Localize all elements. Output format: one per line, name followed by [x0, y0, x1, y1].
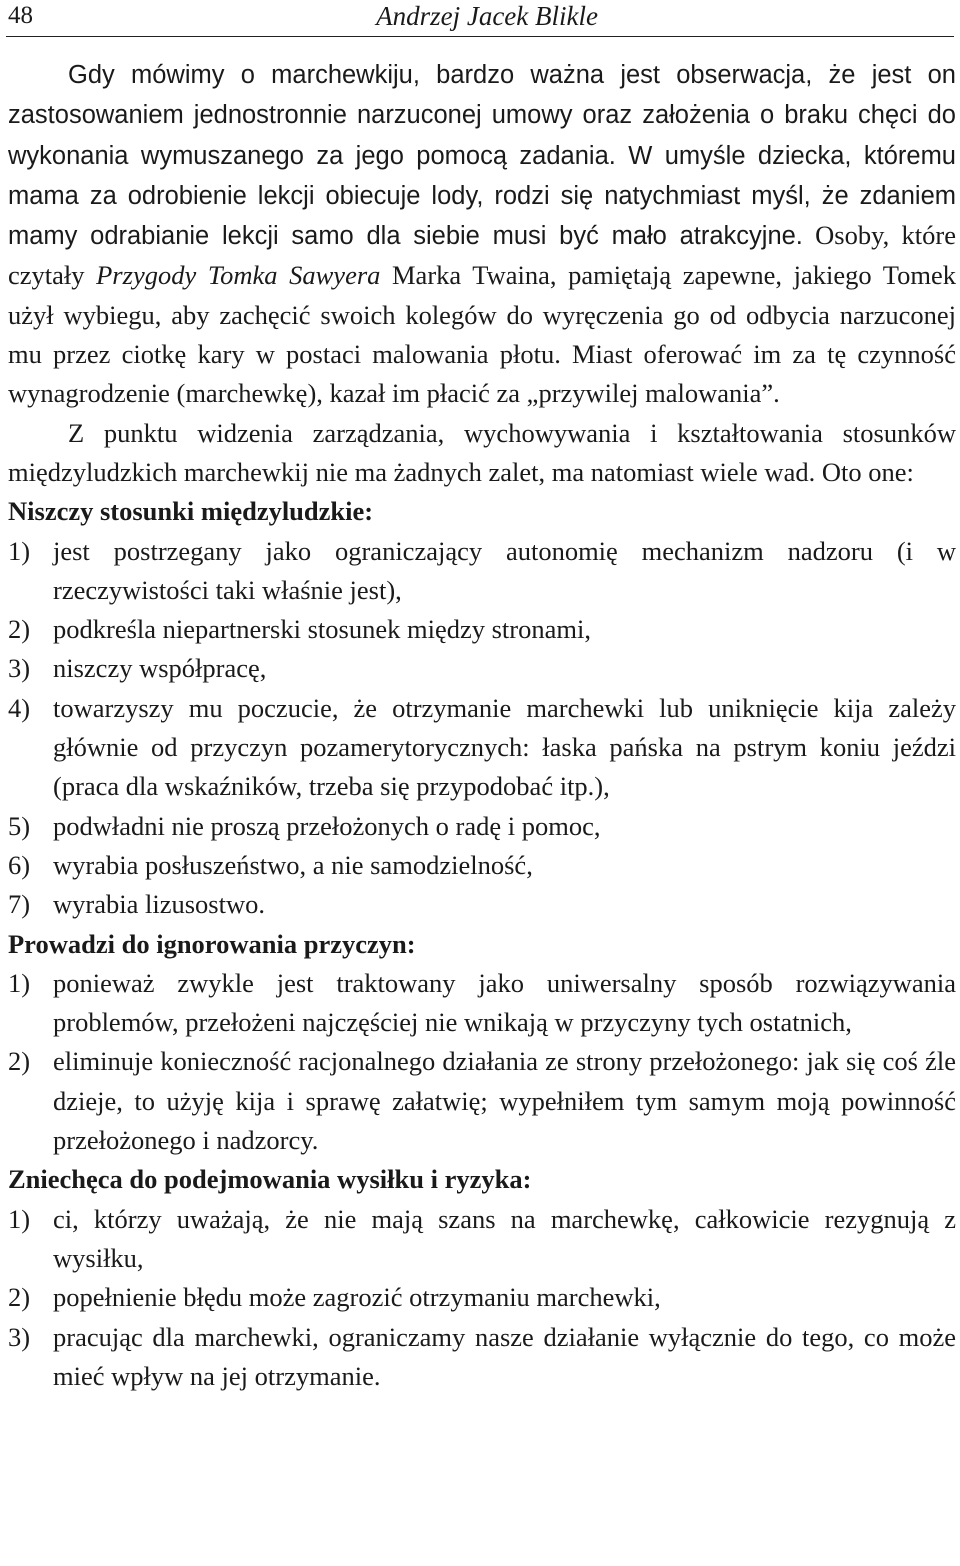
list-item	[8, 1278, 956, 1317]
list-item	[8, 689, 956, 807]
list-item-text: towarzyszy mu poczucie, że otrzymanie marchewki lub uniknięcie kija zależy głównie od przyczyn pozamerytorycznych: łaska pańska na pstrym koniu jeździ (praca dla wskaźników, trzeba się przypodobać itp.),	[53, 692, 956, 802]
section-heading: Prowadzi do ignorowania przyczyn:	[8, 928, 416, 959]
list-number: 6)	[8, 849, 31, 880]
paragraph-marchewkij-intro	[8, 55, 956, 414]
list-number: 3)	[8, 1321, 31, 1352]
list-item-text: ci, którzy uważają, że nie mają szans na marchewkę, całkowicie rezygnują z wysiłku,	[53, 1203, 956, 1273]
list-item	[8, 1042, 956, 1160]
list-item	[8, 964, 956, 1043]
section-heading: Zniechęca do podejmowania wysiłku i ryzyka:	[8, 1164, 532, 1195]
list-item	[8, 885, 956, 924]
page-body	[8, 55, 956, 1396]
list-item-text: niszczy współpracę,	[53, 653, 267, 684]
list-number: 7)	[8, 889, 31, 920]
list-item-text: pracując dla marchewki, ograniczamy nasze działanie wyłącznie do tego, co może mieć wpływ na jej otrzymanie.	[53, 1321, 956, 1391]
list-item-text: wyrabia lizusostwo.	[53, 889, 265, 920]
paragraph-disadvantages-intro: Z punktu widzenia zarządzania, wychowywania i kształtowania stosunków międzyludzkich marchewkij nie ma żadnych zalet, ma natomiast wiele wad. Oto one:	[8, 417, 956, 487]
list-number: 2)	[8, 614, 31, 645]
section-heading: Niszczy stosunki międzyludzkie:	[8, 496, 374, 527]
list-number: 2)	[8, 1282, 31, 1313]
list-item	[8, 846, 956, 885]
list-item	[8, 532, 956, 611]
book-title: Przygody Tomka Sawyera	[96, 260, 381, 291]
paragraph-text: Osoby, które czytały	[8, 220, 956, 291]
list-number: 1)	[8, 535, 31, 566]
numbered-list	[8, 1200, 956, 1396]
running-header-author: Andrzej Jacek Blikle	[376, 1, 598, 31]
numbered-list	[8, 532, 956, 925]
list-item-text: podkreśla niepartnerski stosunek między stronami,	[53, 614, 591, 645]
list-item	[8, 610, 956, 649]
paragraph-text: Marka Twaina, pamiętają zapewne, jakiego Tomek użył wybiegu, aby zachęcić swoich kolegów do wyręczenia go od odbycia narzuconej mu przez ciotkę kary w postaci malowania płotu. Miast oferować im za tę czynność wynagrodzenie (marchewkę), kazał im płacić za „przywilej malowania”.	[8, 260, 956, 409]
paragraph-sans-text: Gdy mówimy o marchewkiju, bardzo ważna jest obserwacja, że jest on zastosowaniem jednostronnie narzuconej umowy oraz założenia o braku chęci do wykonania wymuszanego za jego pomocą zadania. W umyśle dziecka, któremu mama za odrobienie lekcji obiecuje lody, rodzi się natychmiast myśl, że zdaniem mamy odrabianie lekcji samo dla siebie musi być mało atrakcyjne.	[8, 61, 956, 251]
list-number: 2)	[8, 1046, 31, 1077]
list-item	[8, 1200, 956, 1279]
numbered-list	[8, 964, 956, 1160]
list-item-text: eliminuje konieczność racjonalnego działania ze strony przełożonego: jak się coś źle dzieje, to użyję kija i sprawę załatwię; wypełniłem tym samym moją powinność przełożonego i nadzorcy.	[53, 1046, 956, 1156]
list-item-text: ponieważ zwykle jest traktowany jako uniwersalny sposób rozwiązywania problemów, przełożeni najczęściej nie wnikają w przyczyny tych ostatnich,	[53, 967, 956, 1038]
running-header	[6, 0, 954, 37]
list-item-text: jest postrzegany jako ograniczający autonomię mechanizm nadzoru (i w rzeczywistości taki właśnie jest),	[53, 535, 956, 605]
list-item-text: popełnienie błędu może zagrozić otrzymaniu marchewki,	[53, 1282, 661, 1313]
page-number: 48	[8, 2, 33, 29]
list-number: 3)	[8, 653, 31, 684]
list-item	[8, 1318, 956, 1397]
list-item-text: wyrabia posłuszeństwo, a nie samodzielność,	[53, 849, 533, 880]
list-number: 1)	[8, 1203, 31, 1234]
list-item	[8, 649, 956, 688]
list-item	[8, 807, 956, 846]
list-item-text: podwładni nie proszą przełożonych o radę i pomoc,	[53, 810, 601, 841]
list-number: 4)	[8, 692, 31, 723]
list-number: 1)	[8, 967, 31, 998]
list-number: 5)	[8, 810, 31, 841]
